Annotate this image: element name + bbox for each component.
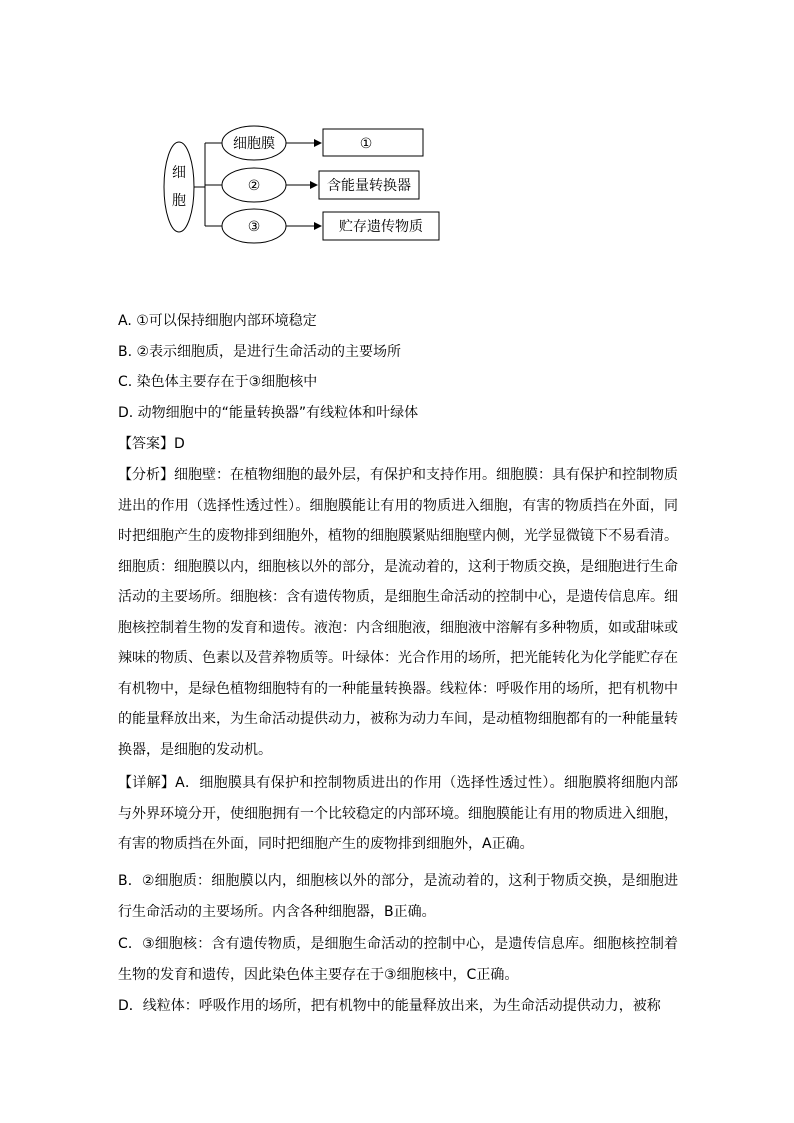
root-ellipse xyxy=(164,142,194,232)
branch-node-1-label: 细胞膜 xyxy=(233,136,275,152)
option-d: D. 动物细胞中的“能量转换器”有线粒体和叶绿体 xyxy=(118,405,419,421)
result-box-1 xyxy=(323,129,423,156)
option-b: B. ②表示细胞质，是进行生命活动的主要场所 xyxy=(118,344,402,360)
cell-structure-diagram xyxy=(160,120,460,250)
answer-line: 【答案】D xyxy=(118,436,185,452)
result-box-3-label: 贮存遗传物质 xyxy=(339,219,423,235)
detail-b-paragraph: B．②细胞质：细胞膜以内，细胞核以外的部分，是流动着的，这利于物质交换，是细胞进行生命活动的主要场所。内含各种细胞器，B正确。 xyxy=(118,873,678,920)
result-box-1-label: ① xyxy=(359,136,373,152)
root-label-char-1: 细 xyxy=(172,165,186,181)
detail-c-paragraph: C．③细胞核：含有遗传物质，是细胞生命活动的控制中心，是遗传信息库。细胞核控制着生物的发育和遗传，因此染色体主要存在于③细胞核中，C正确。 xyxy=(118,936,678,983)
option-a: A. ①可以保持细胞内部环境稳定 xyxy=(118,313,317,329)
root-label-char-2: 胞 xyxy=(172,193,186,209)
detail-d-paragraph: D．线粒体：呼吸作用的场所，把有机物中的能量释放出来，为生命活动提供动力，被称 xyxy=(118,998,661,1014)
branch-node-3-label: ③ xyxy=(247,219,261,235)
branch-node-2-label: ② xyxy=(247,178,261,194)
detail-a-paragraph: 【详解】A．细胞膜具有保护和控制物质进出的作用（选择性透过性）。细胞膜将细胞内部与外界环境分开，使细胞拥有一个比较稳定的内部环境。细胞膜能让有用的物质进入细胞，有害的物质挡在外面，同时把细胞产生的废物排到细胞外，A正确。 xyxy=(118,775,678,852)
result-box-2-label: 含能量转换器 xyxy=(327,178,411,194)
option-c: C. 染色体主要存在于③细胞核中 xyxy=(118,374,318,390)
analysis-paragraph: 【分析】细胞壁：在植物细胞的最外层，有保护和支持作用。细胞膜：具有保护和控制物质进出的作用（选择性透过性）。细胞膜能让有用的物质进入细胞，有害的物质挡在外面，同时把细胞产生的废物排到细胞外，植物的细胞膜紧贴细胞壁内侧，光学显微镜下不易看清。细胞质：细胞膜以内，细胞核以外的部分，是流动着的，这利于物质交换，是细胞进行生命活动的主要场所。细胞核：含有遗传物质，是细胞生命活动的控制中心，是遗传信息库。细胞核控制着生物的发育和遗传。液泡：内含细胞液，细胞液中溶解有多种物质，如或甜味或辣味的物质、色素以及营养物质等。叶绿体：光合作用的场所，把光能转化为化学能贮存在有机物中，是绿色植物细胞特有的一种能量转换器。线粒体：呼吸作用的场所，把有机物中的能量释放出来，为生命活动提供动力，被称为动力车间，是动植物细胞都有的一种能量转换器，是细胞的发动机。 xyxy=(118,467,678,758)
